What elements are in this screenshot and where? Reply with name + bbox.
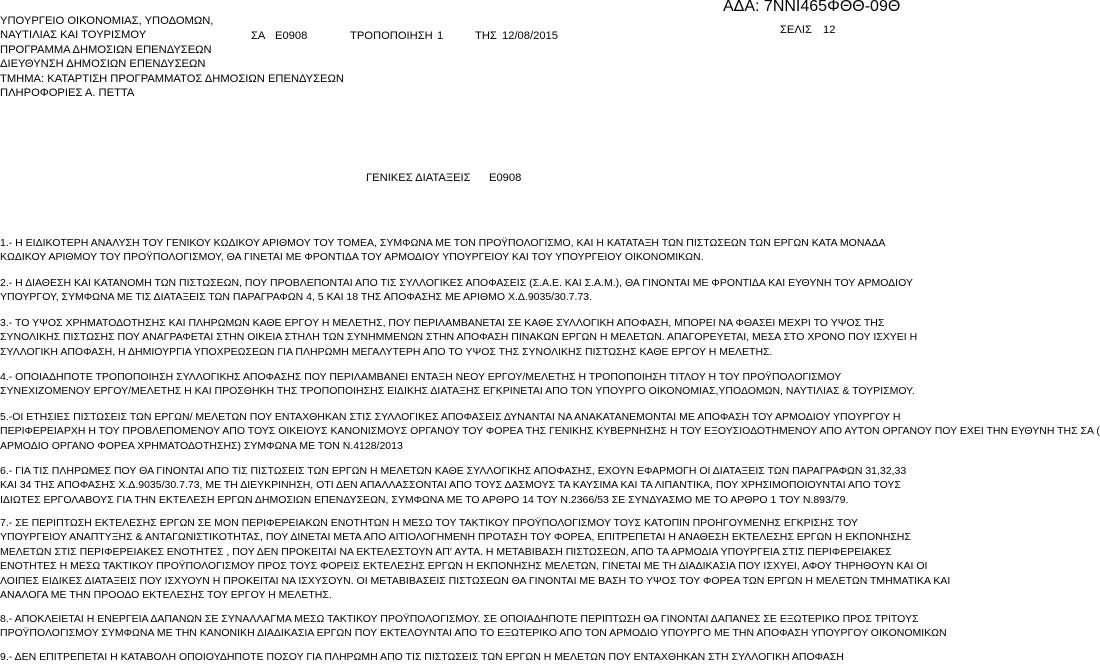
information-line: ΠΛΗΡΟΦΟΡΙΕΣ Α. ΠΕΤΤΑ [0, 87, 135, 100]
ada-code: ΑΔΑ: 7ΝΝΙ465ΦΘΘ-09Θ [723, 0, 901, 15]
paragraph-line: ΛΟΙΠΕΣ ΕΙΔΙΚΕΣ ΔΙΑΤΑΞΕΙΣ ΠΟΥ ΙΣΧΥΟΥΝ Η ΠΡΟΚΕΙΤΑΙ ΝΑ ΙΣΧΥΣΟΥΝ. ΟΙ ΜΕΤΑΒΙΒΑΣΕΙΣ ΠΙΣΤΩΣΕΩΝ ΘΑ ΓΙΝΟΝΤΑΙ ΜΕ ΒΑΣΗ ΤΟ ΥΨΟΣ ΤΟΥ ΦΟΡΕΑ ΤΩΝ ΕΡΓΩΝ Η ΜΕΛΕΤΩΝ ΤΜΗΜΑΤΙΚΑ ΚΑΙ [0, 574, 951, 587]
paragraph-line: 6.- ΓΙΑ ΤΙΣ ΠΛΗΡΩΜΕΣ ΠΟΥ ΘΑ ΓΙΝΟΝΤΑΙ ΑΠΟ ΤΙΣ ΠΙΣΤΩΣΕΙΣ ΤΩΝ ΕΡΓΩΝ Η ΜΕΛΕΤΩΝ ΚΑΘΕ ΣΥΛΛΟΓΙΚΗΣ ΑΠΟΦΑΣΗΣ, ΕΧΟΥΝ ΕΦΑΡΜΟΓΗ ΟΙ ΔΙΑΤΑΞΕΙΣ ΤΩΝ ΠΑΡΑΓΡΑΦΩΝ 31,32,33 [0, 465, 907, 477]
page-label: ΣΕΛΙΣ [780, 24, 812, 36]
paragraph-line: 7.- ΣΕ ΠΕΡΙΠΤΩΣΗ ΕΚΤΕΛΕΣΗΣ ΕΡΓΩΝ ΣΕ ΜΟΝ ΠΕΡΙΦΕΡΕΙΑΚΩΝ ΕΝΟΤΗΤΩΝ Η ΜΕΣΩ ΤΟΥ ΤΑΚΤΙΚΟΥ ΠΡΟΫΠΟΛΟΓΙΣΜΟΥ ΤΟΥΣ ΚΑΤΟΠΙΝ ΠΡΟΗΓΟΥΜΕΝΗΣ ΕΓΚΡΙΣΗΣ ΤΟΥ [0, 517, 858, 529]
paragraph-line: ΥΠΟΥΡΓΕΙΟΥ ΑΝΑΠΤΥΞΗΣ & ΑΝΤΑΓΩΝΙΣΤΙΚΟΤΗΤΑΣ, ΠΟΥ ΔΙΝΕΤΑΙ ΜΕΤΑ ΑΠΟ ΑΙΤΙΟΛΟΓΗΜΕΝΗ ΠΡΟΤΑΣΗ ΤΟΥ ΦΟΡΕΑ, ΕΠΙΤΡΕΠΕΤΑΙ Η ΑΝΑΘΕΣΗ ΕΚΤΕΛΕΣΗΣ ΕΡΓΩΝ Η ΕΚΠΟΝΗΣΗΣ [0, 531, 911, 544]
paragraph-line: ΙΔΙΩΤΕΣ ΕΡΓΟΛΑΒΟΥΣ ΓΙΑ ΤΗΝ ΕΚΤΕΛΕΣΗ ΕΡΓΩΝ ΔΗΜΟΣΙΩΝ ΕΠΕΝΔΥΣΕΩΝ, ΣΥΜΦΩΝΑ ΜΕ ΤΟ ΑΡΘΡΟ 14 ΤΟΥ Ν.2366/53 ΣΕ ΣΥΝΔΥΑΣΜΟ ΜΕ ΤΟ ΑΡΘΡΟ 1 ΤΟΥ Ν.893/79. [0, 493, 849, 506]
paragraph-line: ΣΥΝΕΧΙΖΟΜΕΝΟΥ ΕΡΓΟΥ/ΜΕΛΕΤΗΣ Η ΚΑΙ ΠΡΟΣΘΗΚΗ ΤΗΣ ΤΡΟΠΟΠΟΙΗΣΗΣ ΕΙΔΙΚΗΣ ΔΙΑΤΑΞΗΣ ΕΓΚΡΙΝΕΤΑΙ ΑΠΟ ΤΟΝ ΥΠΟΥΡΓΟ ΟΙΚΟΝΟΜΙΑΣ,ΥΠΟΔΟΜΩΝ, ΝΑΥΤΙΛΙΑΣ & ΤΟΥΡΙΣΜΟΥ. [0, 385, 915, 398]
directorate-line: ΔΙΕΥΘΥΝΣΗ ΔΗΜΟΣΙΩΝ ΕΠΕΝΔΥΣΕΩΝ [0, 58, 206, 71]
paragraph-2 [0, 276, 959, 305]
paragraph-7 [0, 516, 959, 602]
paragraph-line: 2.- Η ΔΙΑΘΕΣΗ ΚΑΙ ΚΑΤΑΝΟΜΗ ΤΩΝ ΠΙΣΤΩΣΕΩΝ, ΠΟΥ ΠΡΟΒΛΕΠΟΝΤΑΙ ΑΠΟ ΤΙΣ ΣΥΛΛΟΓΙΚΕΣ ΑΠΟΦΑΣΕΙΣ (Σ.Α.Ε. ΚΑΙ Σ.Α.Μ.), ΘΑ ΓΙΝΟΝΤΑΙ ΜΕ ΦΡΟΝΤΙΔΑ ΚΑΙ ΕΥΘΥΝΗ ΤΟΥ ΑΡΜΟΔΙΟΥ [0, 277, 913, 289]
sa-label: ΣΑ [251, 30, 266, 42]
department-line: ΤΜΗΜΑ: ΚΑΤΑΡΤΙΣΗ ΠΡΟΓΡΑΜΜΑΤΟΣ ΔΗΜΟΣΙΩΝ ΕΠΕΝΔΥΣΕΩΝ [0, 72, 344, 85]
paragraph-line: ΠΡΟΫΠΟΛΟΓΙΣΜΟΥ ΣΥΜΦΩΝΑ ΜΕ ΤΗΝ ΚΑΝΟΝΙΚΗ ΔΙΑΔΙΚΑΣΙΑ ΕΡΓΩΝ ΠΟΥ ΕΚΤΕΛΟΥΝΤΑΙ ΑΠΟ ΤΟ ΕΞΩΤΕΡΙΚΟ ΑΠΟ ΤΟΝ ΑΡΜΟΔΙΟ ΥΠΟΥΡΓΟ ΜΕ ΤΗΝ ΑΠΟΦΑΣΗ ΥΠΟΥΡΓΟΥ ΟΙΚΟΝΟΜΙΚΩΝ [0, 627, 947, 640]
revision-label: ΤΡΟΠΟΠΟΙΗΣΗ [350, 30, 433, 42]
paragraph-line: 5.-ΟΙ ΕΤΗΣΙΕΣ ΠΙΣΤΩΣΕΙΣ ΤΩΝ ΕΡΓΩΝ/ ΜΕΛΕΤΩΝ ΠΟΥ ΕΝΤΑΧΘΗΚΑΝ ΣΤΙΣ ΣΥΛΛΟΓΙΚΕΣ ΑΠΟΦΑΣΕΙΣ ΔΥΝΑΝΤΑΙ ΝΑ ΑΝΑΚΑΤΑΝΕΜΟΝΤΑΙ ΜΕ ΑΠΟΦΑΣΗ ΤΟΥ ΑΡΜΟΔΙΟΥ ΥΠΟΥΡΓΟΥ Η [0, 411, 901, 423]
paragraph-line: 8.- ΑΠΟΚΛΕΙΕΤΑΙ Η ΕΝΕΡΓΕΙΑ ΔΑΠΑΝΩΝ ΣΕ ΣΥΝΑΛΛΑΓΜΑ ΜΕΣΩ ΤΑΚΤΙΚΟΥ ΠΡΟΫΠΟΛΟΓΙΣΜΟΥ. ΣΕ ΟΠΟΙΑΔΗΠΟΤΕ ΠΕΡΙΠΤΩΣΗ ΘΑ ΓΙΝΟΝΤΑΙ ΔΑΠΑΝΕΣ ΣΕ ΕΞΩΤΕΡΙΚΟ ΠΡΟΣ ΤΡΙΤΟΥΣ [0, 613, 919, 625]
paragraph-4 [0, 370, 959, 399]
paragraph-line: ΣΥΛΛΟΓΙΚΗ ΑΠΟΦΑΣΗ, Η ΔΗΜΙΟΥΡΓΙΑ ΥΠΟΧΡΕΩΣΕΩΝ ΓΙΑ ΠΛΗΡΩΜΗ ΜΕΓΑΛΥΤΕΡΗ ΑΠΟ ΤΟ ΥΨΟΣ ΤΗΣ ΣΥΝΟΛΙΚΗΣ ΠΙΣΤΩΣΗΣ ΚΑΘΕ ΕΡΓΟΥ Η ΜΕΛΕΤΗΣ. [0, 345, 773, 358]
section-title: ΓΕΝΙΚΕΣ ΔΙΑΤΑΞΕΙΣ [366, 172, 471, 184]
paragraph-6 [0, 464, 959, 507]
paragraph-8 [0, 612, 959, 641]
sa-code: Ε0908 [275, 30, 308, 42]
page-number: 12 [822, 24, 836, 36]
page-indicator [780, 24, 835, 36]
paragraph-line: ΣΥΝΟΛΙΚΗΣ ΠΙΣΤΩΣΗΣ ΠΟΥ ΑΝΑΓΡΑΦΕΤΑΙ ΣΤΗΝ ΟΙΚΕΙΑ ΣΤΗΛΗ ΤΩΝ ΣΥΝΗΜΜΕΝΩΝ ΣΤΗΝ ΑΠΟΦΑΣΗ ΠΙΝΑΚΩΝ ΕΡΓΩΝ Η ΜΕΛΕΤΩΝ. ΑΠΑΓΟΡΕΥΕΤΑΙ, ΜΕΣΑ ΣΤΟ ΧΡΟΝΟ ΠΟΥ ΙΣΧΥΕΙ Η [0, 331, 918, 344]
paragraph-1 [0, 236, 959, 265]
section-code: Ε0908 [489, 172, 522, 184]
program-line: ΠΡΟΓΡΑΜΜΑ ΔΗΜΟΣΙΩΝ ΕΠΕΝΔΥΣΕΩΝ [0, 43, 212, 56]
paragraph-line: ΕΝΟΤΗΤΕΣ Η ΜΕΣΩ ΤΑΚΤΙΚΟΥ ΠΡΟΫΠΟΛΟΓΙΣΜΟΥ ΠΡΟΣ ΤΟΥΣ ΦΟΡΕΙΣ ΕΚΤΕΛΕΣΗΣ ΕΡΓΩΝ Η ΕΚΠΟΝΗΣΗΣ ΜΕΛΕΤΩΝ, ΓΙΝΕΤΑΙ ΜΕ ΤΗ ΔΙΑΔΙΚΑΣΙΑ ΠΟΥ ΙΣΧΥΕΙ, ΑΦΟΥ ΤΗΡΗΘΟΥΝ ΚΑΙ ΟΙ [0, 560, 928, 573]
paragraph-line: ΥΠΟΥΡΓΟΥ, ΣΥΜΦΩΝΑ ΜΕ ΤΙΣ ΔΙΑΤΑΞΕΙΣ ΤΩΝ ΠΑΡΑΓΡΑΦΩΝ 4, 5 ΚΑΙ 18 ΤΗΣ ΑΠΟΦΑΣΗΣ ΜΕ ΑΡΙΘΜΟ Χ.Δ.9035/30.7.73. [0, 291, 593, 304]
paragraph-line: ΠΕΡΙΦΕΡΕΙΑΡΧΗ Η ΤΟΥ ΠΡΟΒΛΕΠΟΜΕΝΟΥ ΑΠΟ ΤΟΥΣ ΟΙΚΕΙΟΥΣ ΚΑΝΟΝΙΣΜΟΥΣ ΟΡΓΑΝΟΥ ΤΟΥ ΦΟΡΕΑ ΤΗΣ ΓΕΝΙΚΗΣ ΚΥΒΕΡΝΗΣΗΣ Η ΤΟΥ ΕΞΟΥΣΙΟΔΟΤΗΜΕΝΟΥ ΑΠΟ ΑΥΤΟΝ ΟΡΓΑΝΟΥ ΠΟΥ ΕΧΕΙ ΤΗΝ ΕΥΘΥΝΗ ΤΗΣ ΣΑ ( [0, 425, 1100, 438]
date-value: 12/08/2015 [502, 30, 558, 42]
paragraph-line: 9.- ΔΕΝ ΕΠΙΤΡΕΠΕΤΑΙ Η ΚΑΤΑΒΟΛΗ ΟΠΟΙΟΥΔΗΠΟΤΕ ΠΟΣΟΥ ΓΙΑ ΠΛΗΡΩΜΗ ΑΠΟ ΤΙΣ ΠΙΣΤΩΣΕΙΣ ΤΩΝ ΕΡΓΩΝ Η ΜΕΛΕΤΩΝ ΠΟΥ ΕΝΤΑΧΘΗΚΑΝ ΣΤΗ ΣΥΛΛΟΓΙΚΗ ΑΠΟΦΑΣΗ [0, 651, 844, 663]
paragraph-5 [0, 410, 1100, 453]
ministry-line-1: ΥΠΟΥΡΓΕΙΟ ΟΙΚΟΝΟΜΙΑΣ, ΥΠΟΔΟΜΩΝ, [0, 15, 214, 27]
date-label: ΤΗΣ [475, 30, 497, 42]
paragraph-9 [0, 650, 959, 664]
paragraph-line: ΚΑΙ 34 ΤΗΣ ΑΠΟΦΑΣΗΣ Χ.Δ.9035/30.7.73, ΜΕ ΤΗ ΔΙΕΥΚΡΙΝΗΣΗ, ΟΤΙ ΔΕΝ ΑΠΑΛΛΑΣΣΟΝΤΑΙ ΑΠΟ ΤΟΥΣ ΔΑΣΜΟΥΣ ΤΑ ΚΑΥΣΙΜΑ ΚΑΙ ΤΑ ΛΙΠΑΝΤΙΚΑ, ΠΟΥ ΧΡΗΣΙΜΟΠΟΙΟΥΝΤΑΙ ΑΠΟ ΤΟΥΣ [0, 479, 901, 492]
paragraph-line: ΚΩΔΙΚΟΥ ΑΡΙΘΜΟΥ ΤΟΥ ΠΡΟΫΠΟΛΟΓΙΣΜΟΥ, ΘΑ ΓΙΝΕΤΑΙ ΜΕ ΦΡΟΝΤΙΔΑ ΤΟΥ ΑΡΜΟΔΙΟΥ ΥΠΟΥΡΓΕΙΟΥ ΚΑΙ ΤΟΥ ΥΠΟΥΡΓΕΙΟΥ ΟΙΚΟΝΟΜΙΚΩΝ. [0, 251, 704, 264]
paragraph-line: 1.- Η ΕΙΔΙΚΟΤΕΡΗ ΑΝΑΛΥΣΗ ΤΟΥ ΓΕΝΙΚΟΥ ΚΩΔΙΚΟΥ ΑΡΙΘΜΟΥ ΤΟΥ ΤΟΜΕΑ, ΣΥΜΦΩΝΑ ΜΕ ΤΟΝ ΠΡΟΫΠΟΛΟΓΙΣΜΟ, ΚΑΙ Η ΚΑΤΑΤΑΞΗ ΤΩΝ ΠΙΣΤΩΣΕΩΝ ΤΩΝ ΕΡΓΩΝ ΚΑΤΑ ΜΟΝΑΔΑ [0, 237, 886, 249]
paragraph-line: 4.- ΟΠΟΙΑΔΗΠΟΤΕ ΤΡΟΠΟΠΟΙΗΣΗ ΣΥΛΛΟΓΙΚΗΣ ΑΠΟΦΑΣΗΣ ΠΟΥ ΠΕΡΙΛΑΜΒΑΝΕΙ ΕΝΤΑΞΗ ΝΕΟΥ ΕΡΓΟΥ/ΜΕΛΕΤΗΣ Η ΤΡΟΠΟΠΟΙΗΣΗ ΤΙΤΛΟΥ Η ΤΟΥ ΠΡΟΫΠΟΛΟΓΙΣΜΟΥ [0, 371, 842, 383]
revision-number: 1 [437, 30, 444, 42]
paragraph-3 [0, 316, 959, 359]
ministry-line-2: ΝΑΥΤΙΛΙΑΣ ΚΑΙ ΤΟΥΡΙΣΜΟΥ [0, 29, 147, 42]
paragraph-line: ΑΡΜΟΔΙΟ ΟΡΓΑΝΟ ΦΟΡΕΑ ΧΡΗΜΑΤΟΔΟΤΗΣΗΣ) ΣΥΜΦΩΝΑ ΜΕ ΤΟΝ Ν.4128/2013 [0, 439, 403, 452]
paragraph-line: 3.- ΤΟ ΥΨΟΣ ΧΡΗΜΑΤΟΔΟΤΗΣΗΣ ΚΑΙ ΠΛΗΡΩΜΩΝ ΚΑΘΕ ΕΡΓΟΥ Η ΜΕΛΕΤΗΣ, ΠΟΥ ΠΕΡΙΛΑΜΒΑΝΕΤΑΙ ΣΕ ΚΑΘΕ ΣΥΛΛΟΓΙΚΗ ΑΠΟΦΑΣΗ, ΜΠΟΡΕΙ ΝΑ ΦΘΑΣΕΙ ΜΕΧΡΙ ΤΟ ΥΨΟΣ ΤΗΣ [0, 317, 885, 329]
header-left-block [0, 14, 344, 100]
paragraph-line: ΜΕΛΕΤΩΝ ΣΤΙΣ ΠΕΡΙΦΕΡΕΙΑΚΕΣ ΕΝΟΤΗΤΕΣ , ΠΟΥ ΔΕΝ ΠΡΟΚΕΙΤΑΙ ΝΑ ΕΚΤΕΛΕΣΤΟΥΝ ΑΠ' ΑΥΤΑ. Η ΜΕΤΑΒΙΒΑΣΗ ΠΙΣΤΩΣΕΩΝ, ΑΠΟ ΤΑ ΑΡΜΟΔΙΑ ΥΠΟΥΡΓΕΙΑ ΣΤΙΣ ΠΕΡΙΦΕΡΕΙΑΚΕΣ [0, 545, 892, 558]
paragraph-line: ΑΝΑΛΟΓΑ ΜΕ ΤΗΝ ΠΡΟΟΔΟ ΕΚΤΕΛΕΣΗΣ ΤΟΥ ΕΡΓΟΥ Η ΜΕΛΕΤΗΣ. [0, 589, 332, 602]
